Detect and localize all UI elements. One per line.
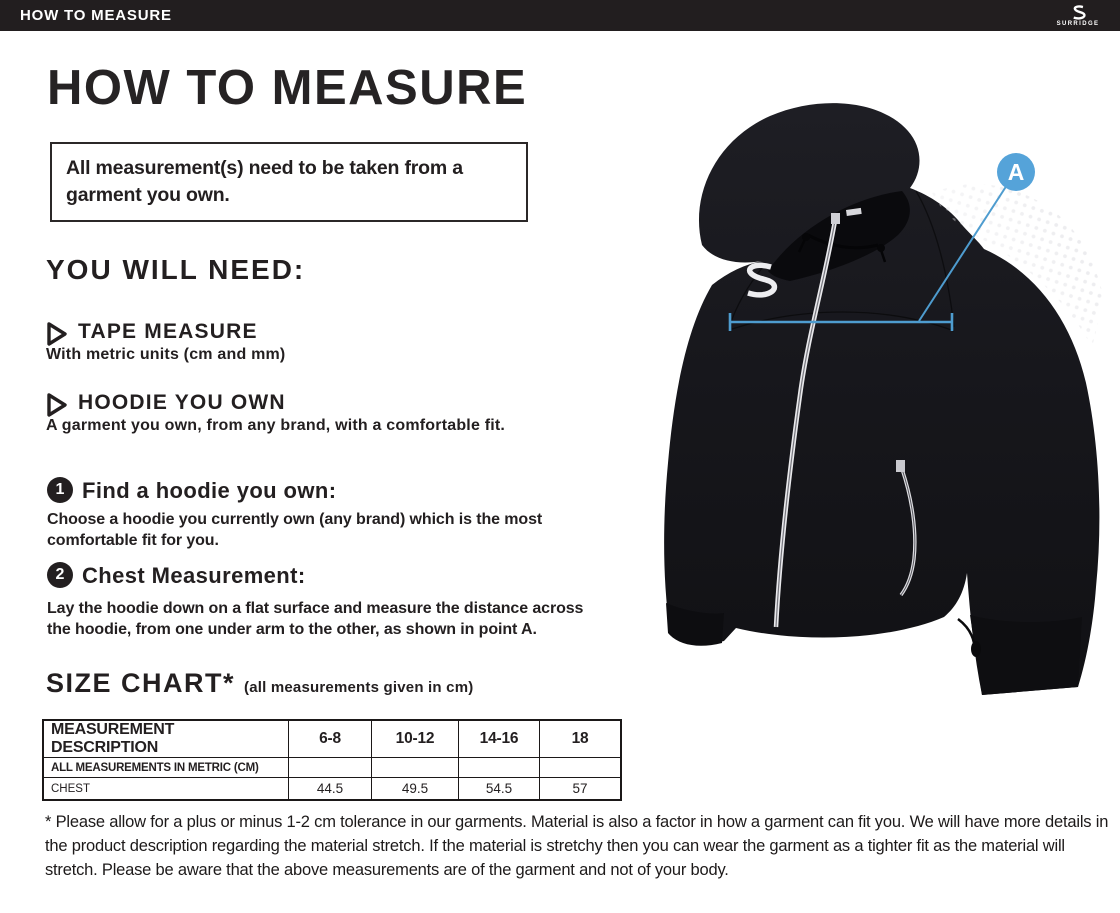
column-header: 10-12 [372,720,459,758]
row-label: CHEST [43,778,289,801]
window-title: HOW TO MEASURE [20,7,172,24]
cell [540,758,622,778]
cell [459,758,540,778]
need-item-label: TAPE MEASURE [78,320,258,343]
step-title: Chest Measurement: [82,563,306,588]
cell: 57 [540,778,622,801]
column-header: 18 [540,720,622,758]
size-chart-heading [46,668,473,699]
surridge-s-icon [1071,5,1086,20]
play-triangle-icon [46,392,68,418]
play-triangle-icon [46,321,68,347]
table-header-row [43,720,621,758]
table-row [43,778,621,801]
need-item-description: With metric units (cm and mm) [46,346,286,363]
column-header: 6-8 [289,720,372,758]
brand-name: SURRIDGE [1056,21,1100,27]
step-description: Lay the hoodie down on a flat surface and measure the distance across the hoodie, from one under arm to the other, as shown in point A. [47,600,584,639]
size-chart-title: SIZE CHART* [46,668,236,698]
step-title: Find a hoodie you own: [82,478,337,503]
cell: 49.5 [372,778,459,801]
step-description: Choose a hoodie you currently own (any brand) which is the most comfortable fit for you. [47,511,543,550]
you-will-need-heading: YOU WILL NEED: [46,254,306,285]
notice-box: All measurement(s) need to be taken from a garment you own. [50,142,528,222]
cell: 54.5 [459,778,540,801]
hoodie-silhouette [664,103,1099,695]
size-chart-note: (all measurements given in cm) [244,679,474,696]
hoodie-photo [640,95,1120,695]
size-chart-table [42,719,622,801]
column-header: MEASUREMENT DESCRIPTION [43,720,289,758]
right-cuff [970,615,1082,695]
step-number-badge: 2 [47,562,73,588]
cell: 44.5 [289,778,372,801]
need-item-label: HOODIE YOU OWN [78,391,286,414]
table-row [43,758,621,778]
cell [372,758,459,778]
top-bar [0,0,1120,31]
column-header: 14-16 [459,720,540,758]
need-item-description: A garment you own, from any brand, with a comfortable fit. [46,417,506,434]
page-title: HOW TO MEASURE [47,61,528,115]
brand-logo [1046,1,1110,31]
cell [289,758,372,778]
tolerance-footnote: * Please allow for a plus or minus 1-2 cm tolerance in our garments. Material is also a factor in how a garment can fit you. We will have more details in the product description regarding the material stretch. If the material is stretchy then you can wear the garment as a tighter fit as the material will stretch. Please be aware that the above measurements are of the garment and not of your body. [45,813,1109,879]
point-a-label: A [1007,159,1025,185]
step-number-badge: 1 [47,477,73,503]
row-label: ALL MEASUREMENTS IN METRIC (CM) [43,758,289,778]
